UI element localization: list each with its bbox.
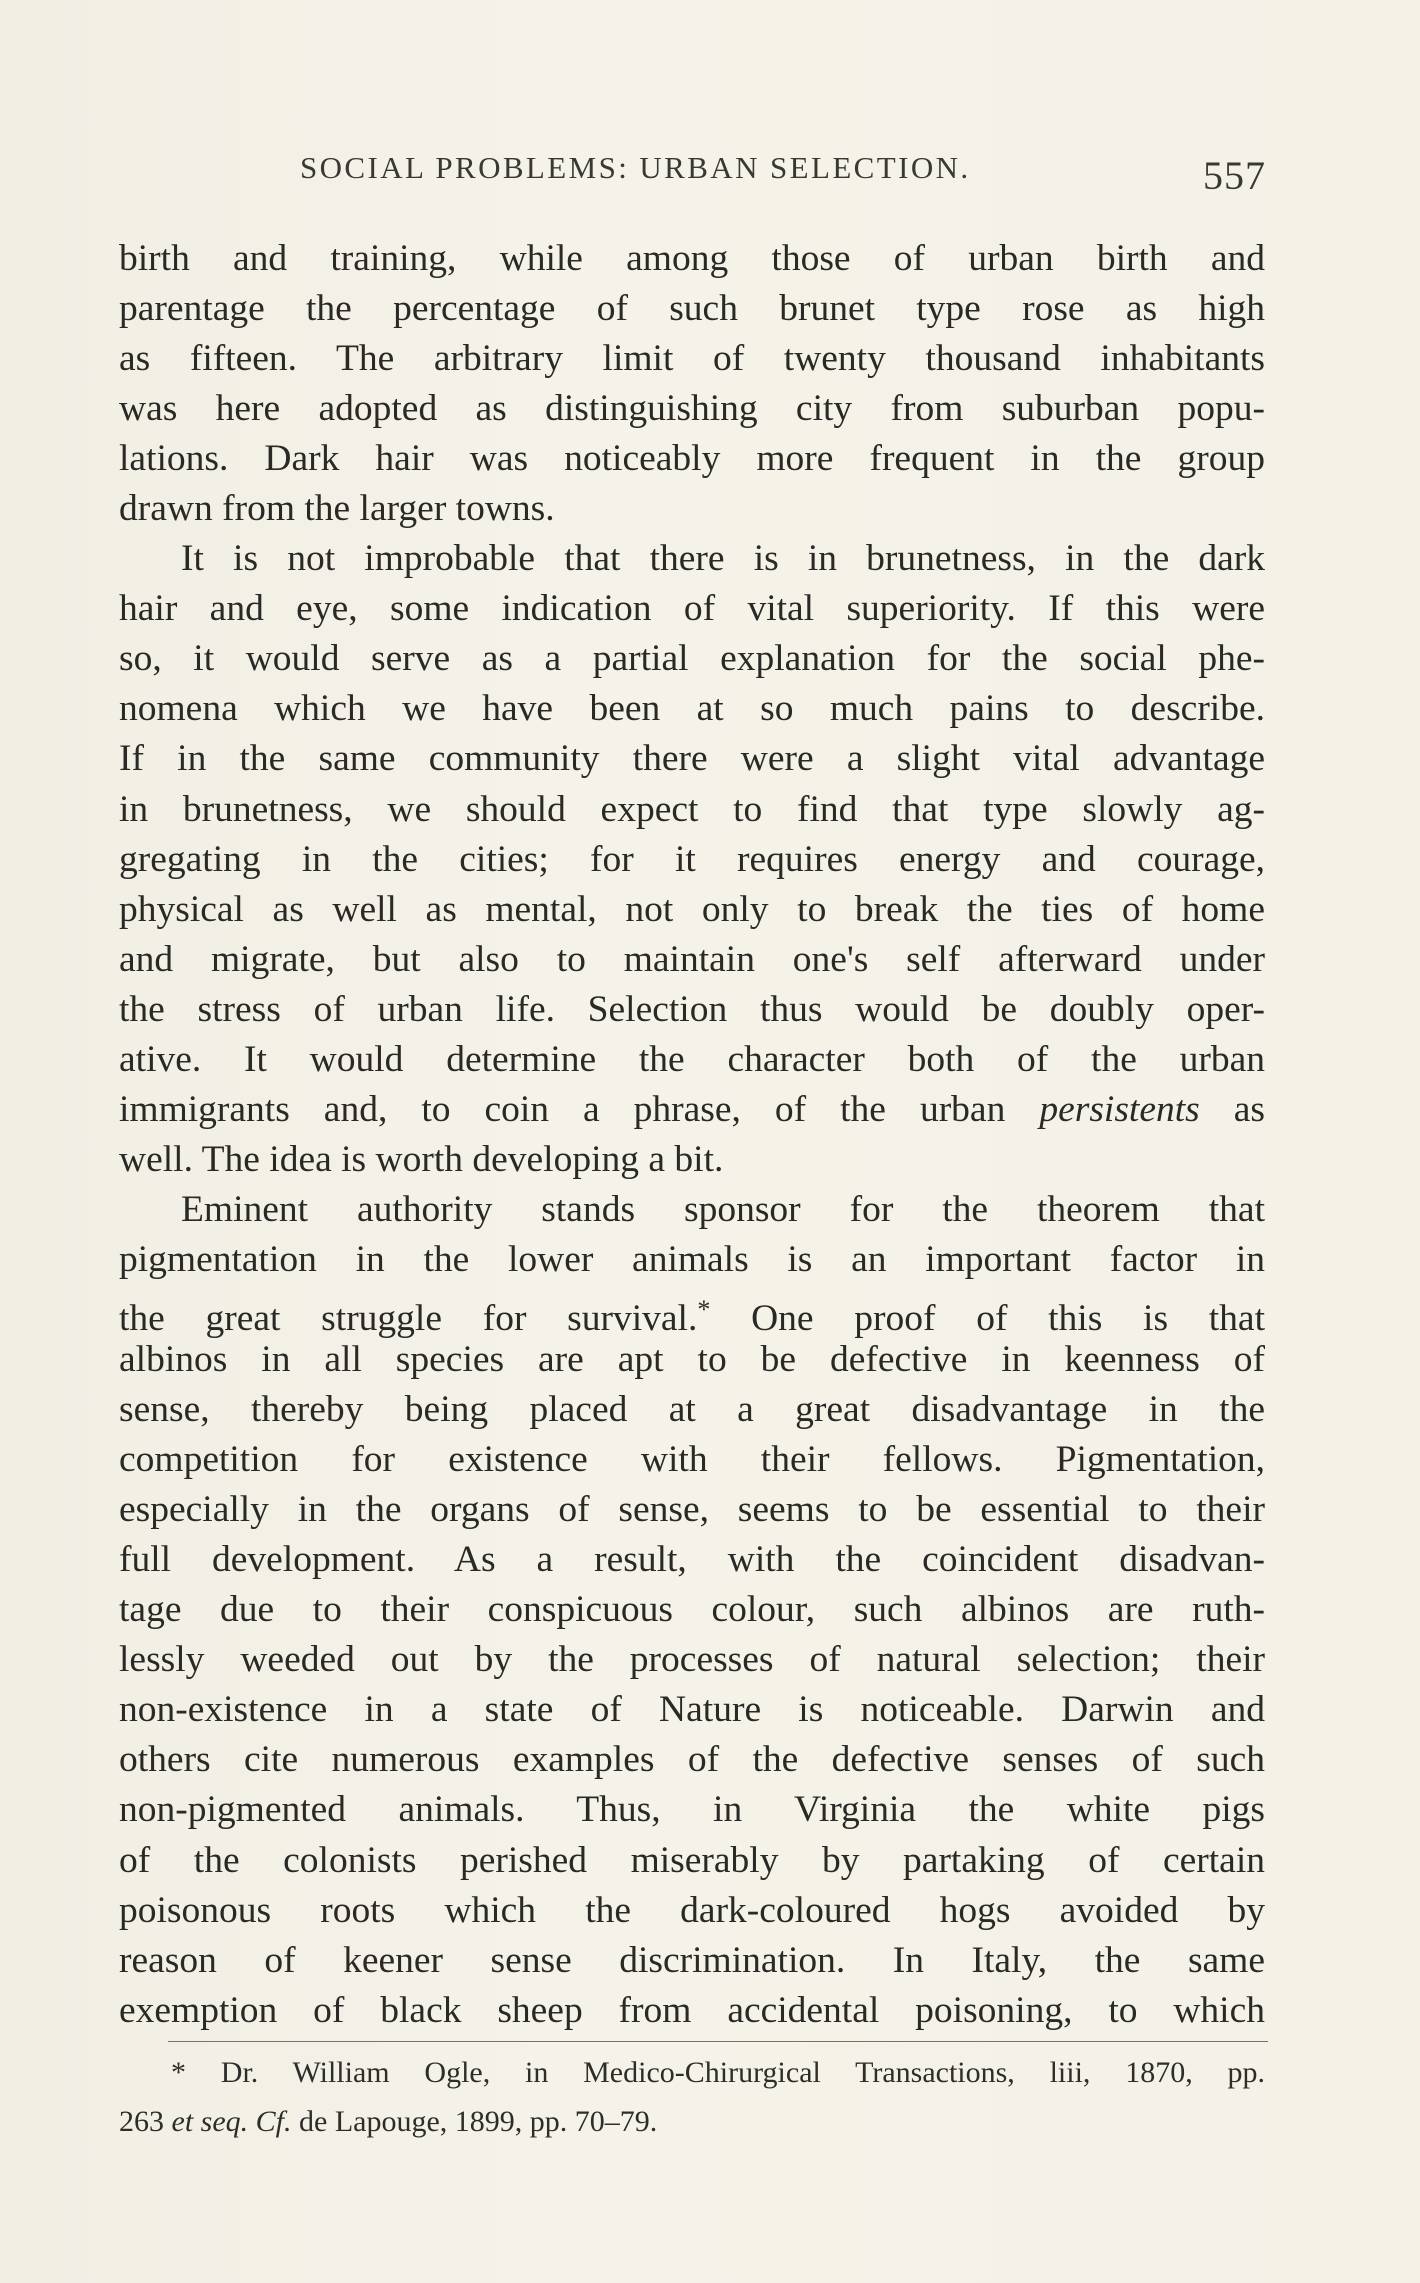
- text-line: of the colonists perished miserably by partaking of certain: [119, 1839, 1265, 1881]
- text-line: as fifteen. The arbitrary limit of twenty thousand inhabitants: [119, 338, 1265, 380]
- text-line: If in the same community there were a slight vital advantage: [119, 738, 1265, 780]
- text-line: in brunetness, we should expect to find that type slowly ag-: [119, 788, 1265, 830]
- text-line: lessly weeded out by the processes of natural selection; their: [119, 1639, 1265, 1681]
- text-line: so, it would serve as a partial explanation for the social phe-: [119, 638, 1265, 680]
- text-line: gregating in the cities; for it requires energy and courage,: [119, 838, 1265, 880]
- paragraph-start-line: It is not improbable that there is in brunetness, in the dark: [181, 538, 1265, 580]
- text-line: full development. As a result, with the coincident disadvan-: [119, 1539, 1265, 1581]
- text-line: birth and training, while among those of urban birth and: [119, 238, 1265, 279]
- text-line: and migrate, but also to maintain one's self afterward under: [119, 938, 1265, 980]
- footnote-page: 263: [119, 2105, 164, 2138]
- footnote-line: * Dr. William Ogle, in Medico-Chirurgical Transactions, liii, 1870, pp.: [171, 2056, 1265, 2089]
- text-line: sense, thereby being placed at a great disadvantage in the: [119, 1389, 1265, 1431]
- footnote: [119, 2048, 1265, 2146]
- text-line: tage due to their conspicuous colour, such albinos are ruth-: [119, 1589, 1265, 1631]
- text-line: reason of keener sense discrimination. In Italy, the same: [119, 1939, 1265, 1981]
- text-line: was here adopted as distinguishing city from suburban popu-: [119, 388, 1265, 430]
- text-line: parentage the percentage of such brunet type rose as high: [119, 288, 1265, 330]
- text-line: non-existence in a state of Nature is noticeable. Darwin and: [119, 1689, 1265, 1731]
- paragraph-start-line: Eminent authority stands sponsor for the theorem that: [181, 1188, 1265, 1230]
- page-number: 557: [1203, 153, 1266, 198]
- text-line: well. The idea is worth developing a bit.: [119, 1138, 724, 1180]
- body-text: [119, 234, 1265, 2036]
- text-line: ative. It would determine the character both of the urban: [119, 1038, 1265, 1080]
- text-line: non-pigmented animals. Thus, in Virginia the white pigs: [119, 1789, 1265, 1831]
- text-line: poisonous roots which the dark-coloured hogs avoided by: [119, 1889, 1265, 1931]
- text-segment: the great struggle for survival.: [119, 1297, 698, 1339]
- footnote-line: [119, 2097, 1265, 2146]
- text-line: drawn from the larger towns.: [119, 488, 555, 530]
- text-segment: immigrants and, to coin a phrase, of the urban: [119, 1088, 1006, 1130]
- footnote-italic: Cf.: [255, 2105, 292, 2138]
- text-line: exemption of black sheep from accidental poisoning, to which: [119, 1989, 1265, 2031]
- text-line: hair and eye, some indication of vital superiority. If this were: [119, 588, 1265, 630]
- footnote-marker: *: [697, 1294, 711, 1324]
- footnote-text: de Lapouge, 1899, pp. 70–79.: [299, 2105, 658, 2138]
- running-header: SOCIAL PROBLEMS: URBAN SELECTION.: [300, 150, 971, 185]
- text-line: competition for existence with their fellows. Pigmentation,: [119, 1439, 1265, 1481]
- italic-word: persistents: [1039, 1088, 1200, 1130]
- footnote-divider: [168, 2041, 1268, 2042]
- text-line: especially in the organs of sense, seems to be essential to their: [119, 1489, 1265, 1531]
- text-line: nomena which we have been at so much pains to describe.: [119, 688, 1265, 730]
- text-line-with-footnote-mark: [119, 1285, 1265, 1339]
- text-segment: One proof of this is that: [751, 1297, 1265, 1339]
- text-line: physical as well as mental, not only to break the ties of home: [119, 888, 1265, 930]
- footnote-italic: et seq.: [171, 2105, 249, 2138]
- text-segment: as: [1233, 1088, 1266, 1130]
- text-line: lations. Dark hair was noticeably more frequent in the group: [119, 438, 1265, 480]
- text-line: albinos in all species are apt to be defective in keenness of: [119, 1339, 1265, 1381]
- text-line: pigmentation in the lower animals is an important factor in: [119, 1238, 1265, 1280]
- text-line-with-italic: [119, 1085, 1265, 1135]
- text-line: others cite numerous examples of the defective senses of such: [119, 1739, 1265, 1781]
- text-line: the stress of urban life. Selection thus would be doubly oper-: [119, 988, 1265, 1030]
